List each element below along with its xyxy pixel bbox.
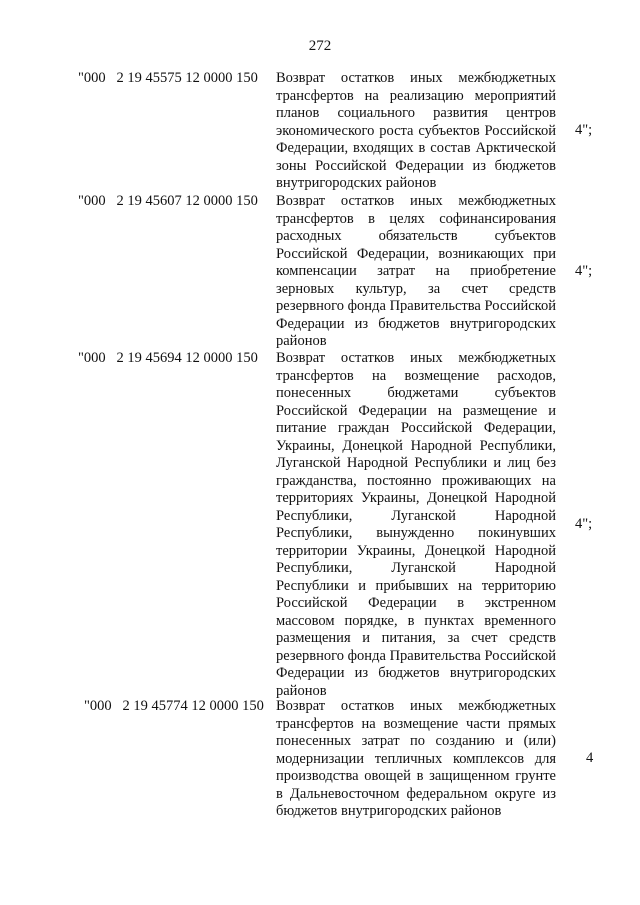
row-description: Возврат остатков иных межбюджетных трансфертов на реализацию мероприятий планов социального развития центров экономического роста субъектов Российской Федерации, входящих в состав Арктической зоны Российской Федерации из бюджетов внутригородских районов [276, 70, 556, 191]
row-description: Возврат остатков иных межбюджетных трансфертов на возмещение части прямых понесенных затрат по созданию и (или) модернизации тепличных комплексов для производства овощей в защищенном грунте в Дальневосточном федеральном округе из бюджетов внутригородских районов [276, 698, 556, 819]
row-description: Возврат остатков иных межбюджетных трансфертов в целях софинансирования расходных обязательств субъектов Российской Федерации, возникающих при компенсации затрат на приобретение зерновых культур, за счет средств резервного фонда Правительства Российской Федерации из бюджетов внутригородских районов [276, 193, 556, 349]
row-description: Возврат остатков иных межбюджетных трансфертов на возмещение расходов, понесенных бюджетами субъектов Российской Федерации на размещение и питание граждан Российской Федерации, Украины, Донецкой Народной Республики, Луганской Народной Республики и лиц без гражданства, постоянно проживающих на территориях Украины, Донецкой Народной Республики, Луганской Народной Республики, вынужденно покинувших территории Украины, Донецкой Народной Республики, Луганской Народной Республики и прибывших на территорию Российской Федерации в экстренном массовом порядке, в пунктах временного размещения и питания, за счет средств резервного фонда Правительства Российской Федерации из бюджетов внутригородских районов [276, 350, 556, 699]
row-end-mark: 4"; [575, 263, 593, 279]
row-end-mark: 4"; [575, 122, 593, 138]
classification-code: "000 2 19 45774 12 0000 150 [84, 698, 264, 714]
page-number: 272 [308, 38, 332, 54]
classification-code: "000 2 19 45575 12 0000 150 [78, 70, 258, 86]
row-end-mark: 4 [586, 750, 594, 766]
classification-code: "000 2 19 45694 12 0000 150 [78, 350, 258, 366]
row-end-mark: 4"; [575, 516, 593, 532]
classification-code: "000 2 19 45607 12 0000 150 [78, 193, 258, 209]
